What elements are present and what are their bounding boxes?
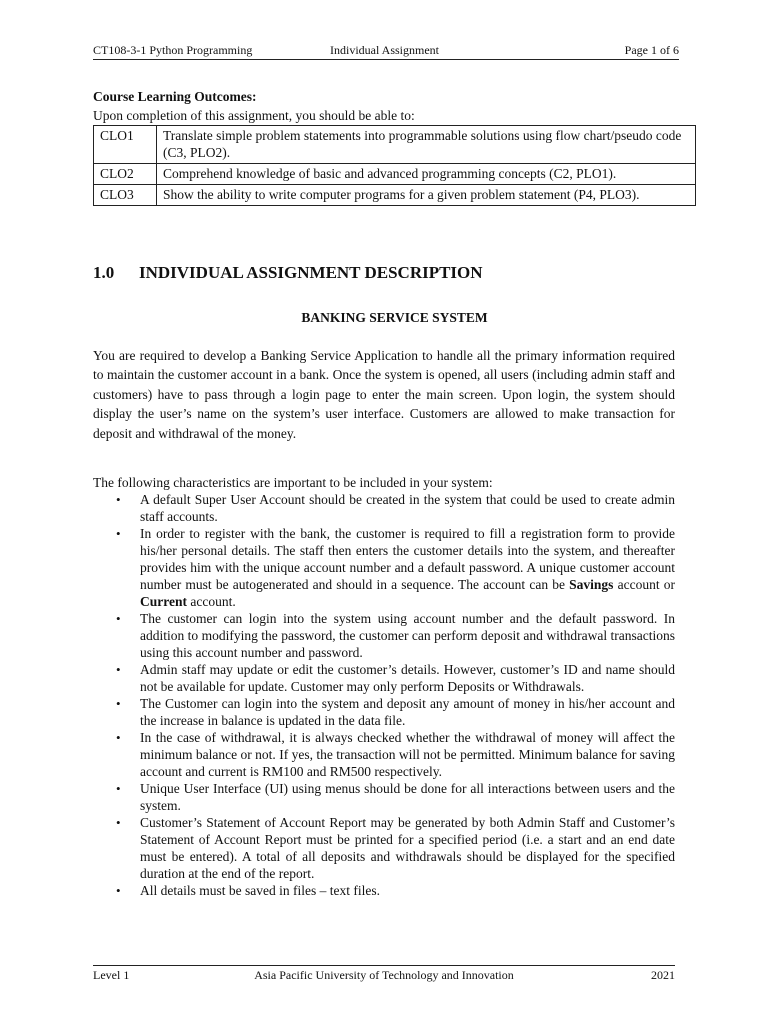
system-title: BANKING SERVICE SYSTEM (301, 310, 488, 325)
clo-code: CLO3 (94, 185, 157, 206)
section-title (93, 262, 483, 284)
list-item-text: The Customer can login into the system and deposit any amount of money in his/her account and the increase in balance is updated in the data file. (140, 696, 675, 728)
clo-code: CLO1 (94, 126, 157, 164)
bullet-icon: • (116, 815, 121, 830)
list-item (93, 661, 675, 695)
list-item (93, 882, 675, 899)
list-item-text: account or (613, 577, 675, 592)
list-item (93, 525, 675, 610)
characteristics-list (93, 491, 675, 899)
clo-intro: Upon completion of this assignment, you should be able to: (93, 108, 415, 123)
clo-row (94, 126, 696, 164)
clo-heading: Course Learning Outcomes: (93, 89, 257, 104)
list-item-text: Unique User Interface (UI) using menus should be done for all interactions between users and the system. (140, 781, 675, 813)
header-course: CT108-3-1 Python Programming (93, 43, 253, 57)
list-item (93, 780, 675, 814)
clo-row (94, 185, 696, 206)
bullet-icon: • (116, 781, 121, 796)
list-item (93, 729, 675, 780)
bullet-icon: • (116, 730, 121, 745)
header-doc-type: Individual Assignment (330, 43, 439, 57)
list-item (93, 814, 675, 882)
header-page-number: Page 1 of 6 (624, 43, 679, 57)
list-item-text: Admin staff may update or edit the customer’s details. However, customer’s ID and name should not be available for update. Customer may only perform Deposits or Withdrawals. (140, 662, 675, 694)
account-type-current: Current (140, 594, 187, 609)
section-title-text: INDIVIDUAL ASSIGNMENT DESCRIPTION (139, 263, 483, 282)
footer-year: 2021 (651, 968, 675, 982)
clo-text: Comprehend knowledge of basic and advanced programming concepts (C2, PLO1). (157, 164, 696, 185)
list-item-text: In order to register with the bank, the customer is required to fill a registration form to provide his/her personal details. The staff then enters the customer details into the system, and thereafter provides him with the unique account number and a default password. A unique customer account number must be autogenerated and should in a sequence. The account can be (140, 526, 675, 592)
list-item-text: Customer’s Statement of Account Report may be generated by both Admin Staff and Customer’s Statement of Account Report must be printed for a specified period (i.e. a start and an end date must be entered). A total of all deposits and withdrawals should be displayed for the specified duration at the end of the report. (140, 815, 675, 881)
list-item-text: A default Super User Account should be created in the system that could be used to create admin staff accounts. (140, 492, 675, 524)
list-item-text: All details must be saved in files – text files. (140, 883, 380, 898)
section-number: 1.0 (93, 263, 115, 282)
bullet-icon: • (116, 883, 121, 898)
page-footer (93, 965, 675, 984)
footer-institution: Asia Pacific University of Technology and Innovation (254, 968, 514, 982)
bullet-icon: • (116, 696, 121, 711)
page-header (93, 42, 679, 60)
clo-table (93, 125, 696, 206)
description-paragraph: You are required to develop a Banking Service Application to handle all the primary information required to maintain the customer account in a bank. Once the system is opened, all users (including admin staff and customers) have to pass through a login page to enter the main screen. Upon login, the system should display the user’s name on the system’s user interface. Customers are allowed to make transaction for deposit and withdrawal of the money. (93, 348, 675, 441)
clo-row (94, 164, 696, 185)
list-item (93, 610, 675, 661)
bullet-icon: • (116, 526, 121, 541)
bullet-icon: • (116, 492, 121, 507)
characteristics-intro: The following characteristics are important to be included in your system: (93, 475, 493, 490)
clo-text: Translate simple problem statements into programmable solutions using flow chart/pseudo code (C3, PLO2). (157, 126, 696, 164)
list-item-text: account. (187, 594, 236, 609)
clo-text: Show the ability to write computer programs for a given problem statement (P4, PLO3). (157, 185, 696, 206)
footer-level: Level 1 (93, 968, 130, 982)
list-item-text: In the case of withdrawal, it is always checked whether the withdrawal of money will affect the minimum balance or not. If yes, the transaction will not be permitted. Minimum balance for saving account and current is RM100 and RM500 respectively. (140, 730, 675, 779)
list-item-text: The customer can login into the system using account number and the default password. In addition to modifying the password, the customer can perform deposit and withdrawal transactions using this account number and password. (140, 611, 675, 660)
bullet-icon: • (116, 611, 121, 626)
bullet-icon: • (116, 662, 121, 677)
list-item (93, 695, 675, 729)
list-item (93, 491, 675, 525)
clo-code: CLO2 (94, 164, 157, 185)
account-type-savings: Savings (569, 577, 614, 592)
